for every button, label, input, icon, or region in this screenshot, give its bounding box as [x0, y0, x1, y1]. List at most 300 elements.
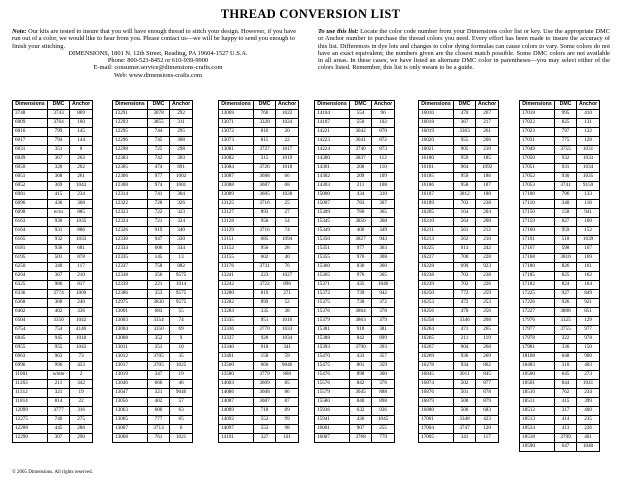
dimensions-code: 12303: [113, 155, 148, 164]
dmc-code: 3705: [148, 353, 170, 362]
table-row: [13, 173, 93, 182]
dmc-code: 824: [555, 281, 577, 290]
dmc-code: 500: [454, 398, 476, 407]
dimensions-code: 12275: [13, 416, 48, 425]
dmc-code: 721: [148, 218, 170, 227]
dmc-code: 3328: [254, 119, 276, 128]
dimensions-code: 17226: [520, 299, 555, 308]
anchor-code: 160: [70, 119, 93, 128]
anchor-code: 298: [170, 146, 193, 155]
table-header-row: [13, 101, 93, 110]
column-header: DMC: [48, 101, 70, 110]
table-row: [13, 353, 93, 362]
table-row: [113, 110, 193, 119]
dmc-code: 977: [350, 245, 372, 254]
dmc-code: 347: [148, 371, 170, 380]
dmc-code: 932: [555, 155, 577, 164]
table-row: [419, 290, 499, 299]
anchor-code: 152: [577, 227, 600, 236]
table-row: [13, 191, 93, 200]
dmc-code: 501: [48, 254, 70, 263]
dmc-code: 211: [48, 380, 70, 389]
dimensions-code: 18501: [520, 380, 555, 389]
anchor-code: 872: [372, 137, 395, 146]
dimensions-code: 13155: [219, 254, 254, 263]
table-row: [520, 119, 600, 128]
dimensions-code: 13068: [113, 434, 148, 443]
table-row: [13, 146, 93, 155]
dmc-code: 918: [254, 344, 276, 353]
dimensions-code: 16269: [419, 353, 454, 362]
anchor-code: 164: [577, 281, 600, 290]
anchor-code: 1043: [70, 344, 93, 353]
table-row: [113, 254, 193, 263]
dmc-code: 936: [48, 245, 70, 254]
dimensions-code: 3748: [13, 110, 48, 119]
dmc-code: 936: [454, 353, 476, 362]
anchor-code: 112: [372, 155, 395, 164]
dimensions-code: 13019: [113, 371, 148, 380]
anchor-code: 263: [70, 155, 93, 164]
dimensions-code: 14300: [315, 155, 350, 164]
dmc-code: 725: [148, 146, 170, 155]
anchor-code: 1094: [276, 236, 299, 245]
dmc-code: 907: [350, 425, 372, 434]
table-row: [315, 209, 395, 218]
dimensions-code: 17227: [520, 308, 555, 317]
dimensions-code: 15579: [315, 389, 350, 398]
anchor-code: 212: [476, 227, 499, 236]
dmc-code: 3041: [350, 137, 372, 146]
anchor-code: 275: [70, 416, 93, 425]
table-row: [13, 254, 93, 263]
dmc-code: 977: [148, 173, 170, 182]
table-row: [520, 425, 600, 434]
dmc-code: 3042: [350, 128, 372, 137]
dimensions-code: 17005: [419, 434, 454, 443]
dmc-code: 931: [48, 227, 70, 236]
dimensions-code: 12314: [113, 191, 148, 200]
dmc-code: 956: [254, 245, 276, 254]
anchor-code: 1002: [170, 173, 193, 182]
table-row: [219, 263, 299, 272]
table-row: [13, 272, 93, 281]
table-row: [13, 263, 93, 272]
table-row: [113, 380, 193, 389]
table-row: [419, 380, 499, 389]
table-header-row: [113, 101, 193, 110]
table-row: [113, 218, 193, 227]
dimensions-code: 17225: [520, 290, 555, 299]
dmc-code: 413: [555, 425, 577, 434]
dmc-code: 322: [555, 335, 577, 344]
anchor-code: 52: [276, 299, 299, 308]
anchor-code: 259: [476, 290, 499, 299]
dimensions-code: 13084: [219, 164, 254, 173]
table-row: [520, 137, 600, 146]
anchor-code: 349: [372, 227, 395, 236]
table-row: [315, 362, 395, 371]
table-header-row: [315, 101, 395, 110]
dmc-code: 602: [254, 254, 276, 263]
anchor-code: 9046: [170, 389, 193, 398]
dimensions-code: 12296: [113, 137, 148, 146]
dmc-code: 816: [254, 128, 276, 137]
dimensions-code: 15475: [315, 362, 350, 371]
dimensions-code: 16180: [419, 155, 454, 164]
column-header: DMC: [454, 101, 476, 110]
dimensions-code: 14086: [219, 389, 254, 398]
table-row: [13, 227, 93, 236]
dmc-code: 315: [254, 155, 276, 164]
table-row: [315, 317, 395, 326]
dimensions-code: 13125: [219, 200, 254, 209]
table-row: [315, 398, 395, 407]
anchor-code: 978: [577, 335, 600, 344]
dmc-code: 367: [454, 119, 476, 128]
anchor-code: 109: [372, 173, 395, 182]
anchor-code: 341: [276, 344, 299, 353]
dimensions-code: 6955: [13, 344, 48, 353]
table-row: [315, 416, 395, 425]
dimensions-code: 17161: [520, 236, 555, 245]
table-row: [419, 182, 499, 191]
dmc-code: 783: [350, 200, 372, 209]
dimensions-code: 13003: [113, 317, 148, 326]
dmc-code: 3812: [454, 191, 476, 200]
anchor-code: 936: [372, 407, 395, 416]
dmc-code: 3827: [350, 236, 372, 245]
anchor-code: 89: [276, 407, 299, 416]
dimensions-code: 16213: [419, 236, 454, 245]
dimensions-code: 12338: [113, 272, 148, 281]
dmc-code: 913: [454, 245, 476, 254]
anchor-code: 226: [476, 281, 499, 290]
table-row: [219, 317, 299, 326]
page-title: THREAD CONVERSION LIST: [220, 7, 401, 21]
table-row: [113, 326, 193, 335]
anchor-code: 22: [70, 398, 93, 407]
table-row: [13, 362, 93, 371]
column-header: DMC: [254, 101, 276, 110]
anchor-code: 862: [476, 362, 499, 371]
anchor-code: 118: [577, 200, 600, 209]
dmc-code: 436: [48, 200, 70, 209]
table-row: [419, 434, 499, 443]
dmc-code: 3855: [148, 119, 170, 128]
dmc-code: 3727: [254, 146, 276, 155]
dimensions-code: 11263: [13, 380, 48, 389]
anchor-code: 255: [372, 425, 395, 434]
dmc-code: 996: [48, 362, 70, 371]
dmc-code: 445: [48, 425, 70, 434]
dmc-code: 842: [350, 380, 372, 389]
anchor-code: 19: [170, 371, 193, 380]
dmc-code: 564: [454, 218, 476, 227]
dimensions-code: 18590: [520, 443, 555, 452]
dmc-code: 931: [555, 164, 577, 173]
anchor-code: 1001: [170, 182, 193, 191]
anchor-code: 870: [372, 128, 395, 137]
table-row: [315, 272, 395, 281]
dmc-code: 3685: [254, 191, 276, 200]
anchor-code: 27: [276, 209, 299, 218]
dimensions-code: 16227: [419, 254, 454, 263]
dmc-code: 986: [48, 281, 70, 290]
dmc-code: 930: [48, 218, 70, 227]
anchor-code: 311: [170, 119, 193, 128]
table-row: [219, 290, 299, 299]
dimensions-code: 15355: [315, 254, 350, 263]
dimensions-code: 6264: [13, 272, 48, 281]
anchor-code: 1009: [70, 290, 93, 299]
dmc-code: 164: [454, 209, 476, 218]
dimensions-code: 16267: [419, 344, 454, 353]
dmc-code: 352: [148, 335, 170, 344]
table-row: [419, 308, 499, 317]
dmc-code: 934: [454, 362, 476, 371]
dmc-code: 3747: [454, 425, 476, 434]
anchor-code: 242: [476, 245, 499, 254]
table-row: [219, 200, 299, 209]
dimensions-code: 13008: [113, 335, 148, 344]
anchor-code: 368: [70, 200, 93, 209]
table-row: [315, 245, 395, 254]
dmc-code: 815: [254, 137, 276, 146]
dimensions-code: 14089: [219, 407, 254, 416]
anchor-code: 120: [476, 425, 499, 434]
anchor-code: 372: [372, 299, 395, 308]
dimensions-code: 6051: [13, 173, 48, 182]
table-row: [419, 371, 499, 380]
dimensions-code: 6050: [13, 164, 48, 173]
dmc-code: 959: [454, 155, 476, 164]
anchor-code: 9575: [170, 299, 193, 308]
dmc-code: 685: [254, 236, 276, 245]
dmc-code: 819: [254, 290, 276, 299]
dimensions-code: 6754: [13, 326, 48, 335]
dimensions-code: 15470: [315, 353, 350, 362]
dimensions-code: 13337: [219, 335, 254, 344]
dimensions-code: 12295: [113, 128, 148, 137]
table-row: [419, 272, 499, 281]
anchor-code: 9159: [577, 182, 600, 191]
dmc-code: 648: [555, 353, 577, 362]
dimensions-code: 17004: [419, 425, 454, 434]
dmc-code: 367: [48, 155, 70, 164]
anchor-code: 1010: [70, 335, 93, 344]
table-row: [419, 317, 499, 326]
dmc-code: 3741: [555, 182, 577, 191]
column-header: Dimensions: [419, 101, 454, 110]
dimensions-code: 6845: [13, 335, 48, 344]
table-row: [113, 335, 193, 344]
dimensions-code: 16181: [419, 164, 454, 173]
table-row: [13, 434, 93, 443]
anchor-code: 943: [372, 236, 395, 245]
dimensions-code: 14101: [219, 434, 254, 443]
table-row: [219, 173, 299, 182]
dmc-code: 825: [555, 119, 577, 128]
dimensions-code: 16018: [419, 119, 454, 128]
dimensions-code: 14302: [315, 173, 350, 182]
dmc-code: 336: [555, 344, 577, 353]
table-row: [113, 146, 193, 155]
anchor-code: 886: [70, 227, 93, 236]
table-row: [113, 272, 193, 281]
table-row: [315, 434, 395, 443]
table-row: [219, 191, 299, 200]
anchor-code: 234: [70, 191, 93, 200]
table-row: [315, 227, 395, 236]
dimensions-code: 6250: [13, 263, 48, 272]
table-row: [520, 146, 600, 155]
table-row: [113, 290, 193, 299]
dmc-code: 3764: [48, 119, 70, 128]
anchor-code: 210: [70, 272, 93, 281]
table-row: [219, 335, 299, 344]
anchor-code: 268: [476, 317, 499, 326]
table-row: [219, 164, 299, 173]
dimensions-code: 16874: [419, 380, 454, 389]
dimensions-code: 15941: [315, 416, 350, 425]
table-row: [315, 407, 395, 416]
dmc-code: 310: [555, 362, 577, 371]
anchor-code: 324: [170, 218, 193, 227]
dmc-code: 840: [350, 398, 372, 407]
dimensions-code: 12293: [113, 119, 148, 128]
dmc-code: 321: [48, 389, 70, 398]
anchor-code: 316: [70, 407, 93, 416]
dimensions-code: 13081: [219, 146, 254, 155]
table-row: [419, 236, 499, 245]
dimensions-code: 18513: [520, 416, 555, 425]
dimensions-code: 6336: [13, 290, 48, 299]
note-label: Note:: [12, 28, 27, 35]
anchor-code: 108: [372, 182, 395, 191]
table-row: [13, 182, 93, 191]
table-row: [113, 128, 193, 137]
anchor-code: 1014: [170, 281, 193, 290]
table-row: [13, 398, 93, 407]
anchor-code: 85: [276, 380, 299, 389]
anchor-code: 1033: [577, 155, 600, 164]
anchor-code: 68: [276, 182, 299, 191]
dimensions-code: 15365: [315, 272, 350, 281]
table-row: [315, 380, 395, 389]
anchor-code: 849: [577, 290, 600, 299]
dimensions-code: 13241: [219, 272, 254, 281]
dmc-code: 825: [555, 272, 577, 281]
dmc-code: 470: [454, 110, 476, 119]
table-row: [520, 389, 600, 398]
dimensions-code: 14097: [219, 425, 254, 434]
anchor-code: 1021: [170, 434, 193, 443]
anchor-code: 888: [372, 389, 395, 398]
anchor-code: 40: [276, 254, 299, 263]
dimensions-code: 14092: [219, 416, 254, 425]
dmc-code: 335: [254, 308, 276, 317]
anchor-code: 253: [476, 299, 499, 308]
table-row: [520, 227, 600, 236]
dmc-code: 830: [350, 263, 372, 272]
anchor-code: 13: [170, 254, 193, 263]
dimensions-code: 6402: [13, 308, 48, 317]
dimensions-code: 6368: [13, 299, 48, 308]
dimensions-code: 17182: [520, 281, 555, 290]
table-row: [113, 434, 193, 443]
dimensions-code: 14087: [219, 398, 254, 407]
anchor-code: 1017: [276, 146, 299, 155]
anchor-code: 54: [276, 218, 299, 227]
dimensions-code: 16253: [419, 299, 454, 308]
anchor-code: 160: [577, 218, 600, 227]
dimensions-code: 13011: [113, 344, 148, 353]
dmc-code: 718: [254, 407, 276, 416]
dimensions-code: 16876: [419, 389, 454, 398]
dimensions-code: 6081: [13, 191, 48, 200]
table-row: [13, 128, 93, 137]
dmc-code: 760: [254, 110, 276, 119]
dmc-code: 744: [148, 128, 170, 137]
table-row: [419, 146, 499, 155]
dimensions-code: 13283: [219, 308, 254, 317]
table-row: [520, 218, 600, 227]
anchor-code: 238: [476, 272, 499, 281]
dmc-code: 703: [454, 200, 476, 209]
dmc-code: 340: [48, 263, 70, 272]
anchor-code: 63: [170, 407, 193, 416]
dimensions-code: 13089: [219, 191, 254, 200]
anchor-code: 977: [577, 326, 600, 335]
dmc-code: 3808: [555, 308, 577, 317]
dimensions-code: 15936: [315, 407, 350, 416]
table-row: [315, 263, 395, 272]
dmc-code: 632: [350, 407, 372, 416]
dimensions-code: 16205: [419, 209, 454, 218]
anchor-code: 1040: [577, 443, 600, 452]
dimensions-code: 16256: [419, 308, 454, 317]
table-row: [419, 425, 499, 434]
dimensions-code: 17050: [520, 155, 555, 164]
dmc-code: 3755: [555, 146, 577, 155]
dimensions-code: 17977: [520, 326, 555, 335]
dmc-code: 928: [254, 335, 276, 344]
anchor-code: 878: [476, 389, 499, 398]
table-row: [113, 425, 193, 434]
dimensions-code: 16238: [419, 272, 454, 281]
table-row: [520, 371, 600, 380]
anchor-code: 308: [170, 137, 193, 146]
anchor-code: 228: [476, 254, 499, 263]
usage-text: Locate the color code number from your Dimensions color list or key. Use the appropriate DMC or Anchor number to purchase the thread colors you need. Every effort has been made to insure the accuracy of this list. Differences in dye lots and changes to color dying formulas can cause colors to vary. Some colors do not have an exact equivalent; the numbers given are the closest match possible. Some DMC colors are not available in all areas. In these cases, we have listed an alternate DMC color in parentheses—you may select either of the colors listed. Remember, this list is only meant to be a guide.: [318, 28, 610, 72]
anchor-code: 393: [372, 344, 395, 353]
dmc-code: 738: [350, 299, 372, 308]
anchor-code: 87: [276, 398, 299, 407]
anchor-code: 891: [170, 164, 193, 173]
table-row: [419, 389, 499, 398]
dimensions-code: 12308: [113, 182, 148, 191]
dmc-code: 434: [350, 191, 372, 200]
dimensions-code: 14223: [315, 137, 350, 146]
table-row: [419, 407, 499, 416]
anchor-code: 65: [170, 416, 193, 425]
table-row: [219, 146, 299, 155]
anchor-code: 923: [476, 263, 499, 272]
dmc-code: 327: [254, 434, 276, 443]
dmc-code: 368: [48, 299, 70, 308]
table-row: [219, 137, 299, 146]
